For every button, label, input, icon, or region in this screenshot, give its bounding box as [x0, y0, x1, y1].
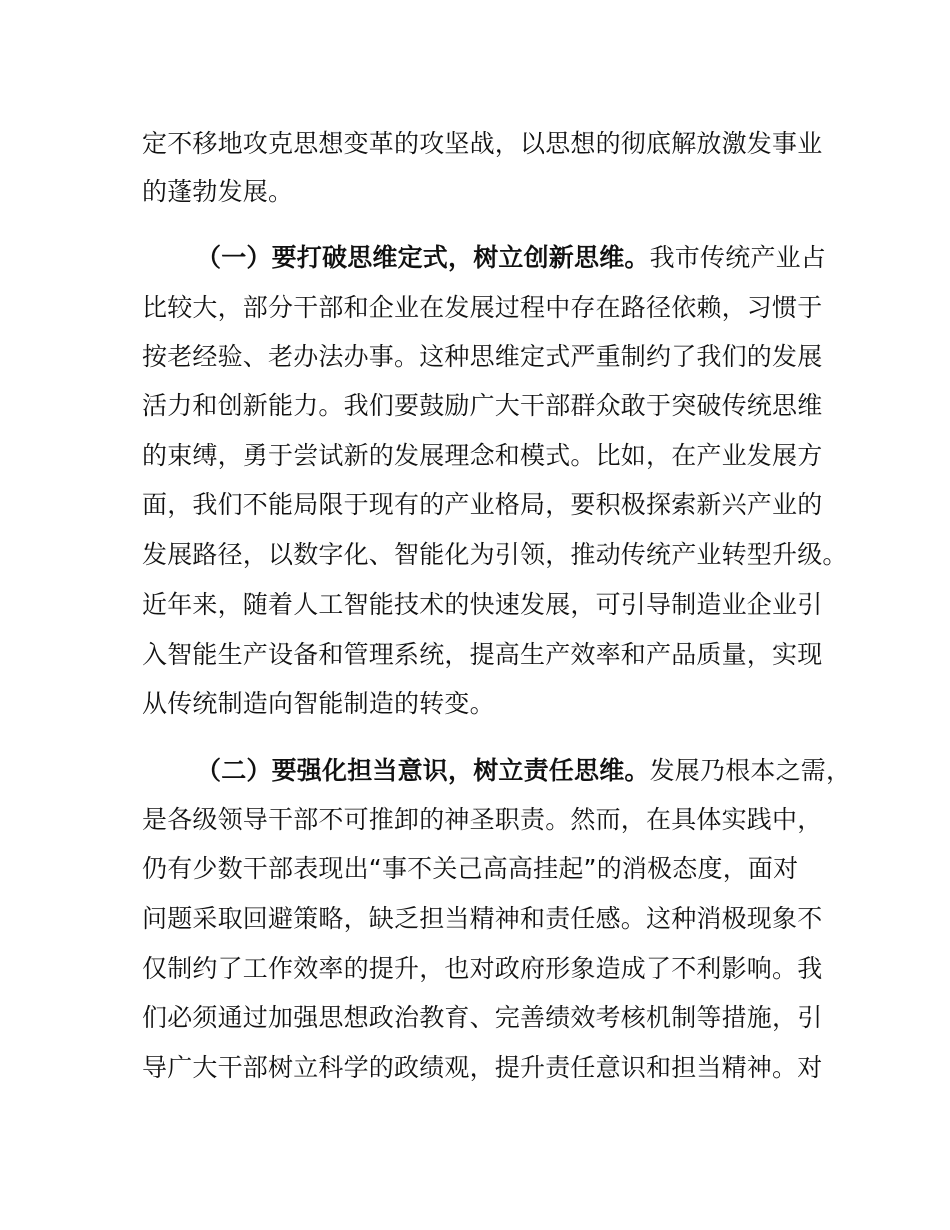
paragraph-line: 问题采取回避策略，缺乏担当精神和责任感。这种消极现象不 [142, 904, 823, 933]
paragraph-line: 近年来，随着人工智能技术的快速发展，可引导制造业企业引 [142, 590, 823, 619]
section-1-heading: （一）要打破思维定式，树立创新思维。 [196, 243, 650, 272]
paragraph-line: 是各级领导干部不可推卸的神圣职责。然而，在具体实践中， [142, 805, 823, 834]
section-2-heading: （二）要强化担当意识，树立责任思维。 [196, 756, 650, 785]
paragraph-line: 们必须通过加强思想政治教育、完善绩效考核机制等措施，引 [142, 1003, 823, 1032]
paragraph-line: 发展路径，以数字化、智能化为引领，推动传统产业转型升级。 [142, 540, 848, 569]
section-2-first-line [196, 754, 851, 788]
paragraph-line: 比较大，部分干部和企业在发展过程中存在路径依赖，习惯于 [142, 293, 823, 322]
paragraph-line: 从传统制造向智能制造的转变。 [142, 689, 495, 718]
paragraph-line: 仅制约了工作效率的提升，也对政府形象造成了不利影响。我 [142, 954, 823, 983]
paragraph-line: 入智能生产设备和管理系统，提高生产效率和产品质量，实现 [142, 640, 823, 669]
section-1-first-line [196, 241, 826, 275]
section-1-text: 我市传统产业占 [649, 243, 827, 272]
paragraph-line: 的束缚，勇于尝试新的发展理念和模式。比如，在产业发展方 [142, 441, 823, 470]
paragraph-line: 按老经验、老办法办事。这种思维定式严重制约了我们的发展 [142, 342, 823, 371]
paragraph-line: 的蓬勃发展。 [142, 177, 294, 206]
paragraph-line: 活力和创新能力。我们要鼓励广大干部群众敢于突破传统思维 [142, 391, 823, 420]
paragraph-line: 定不移地攻克思想变革的攻坚战，以思想的彻底解放激发事业 [142, 129, 823, 158]
paragraph-line: 导广大干部树立科学的政绩观，提升责任意识和担当精神。对 [142, 1053, 823, 1082]
section-2-text: 发展乃根本之需， [649, 756, 852, 785]
paragraph-line: 仍有少数干部表现出“事不关己高高挂起”的消极态度，面对 [142, 854, 799, 883]
paragraph-line: 面，我们不能局限于现有的产业格局，要积极探索新兴产业的 [142, 490, 823, 519]
